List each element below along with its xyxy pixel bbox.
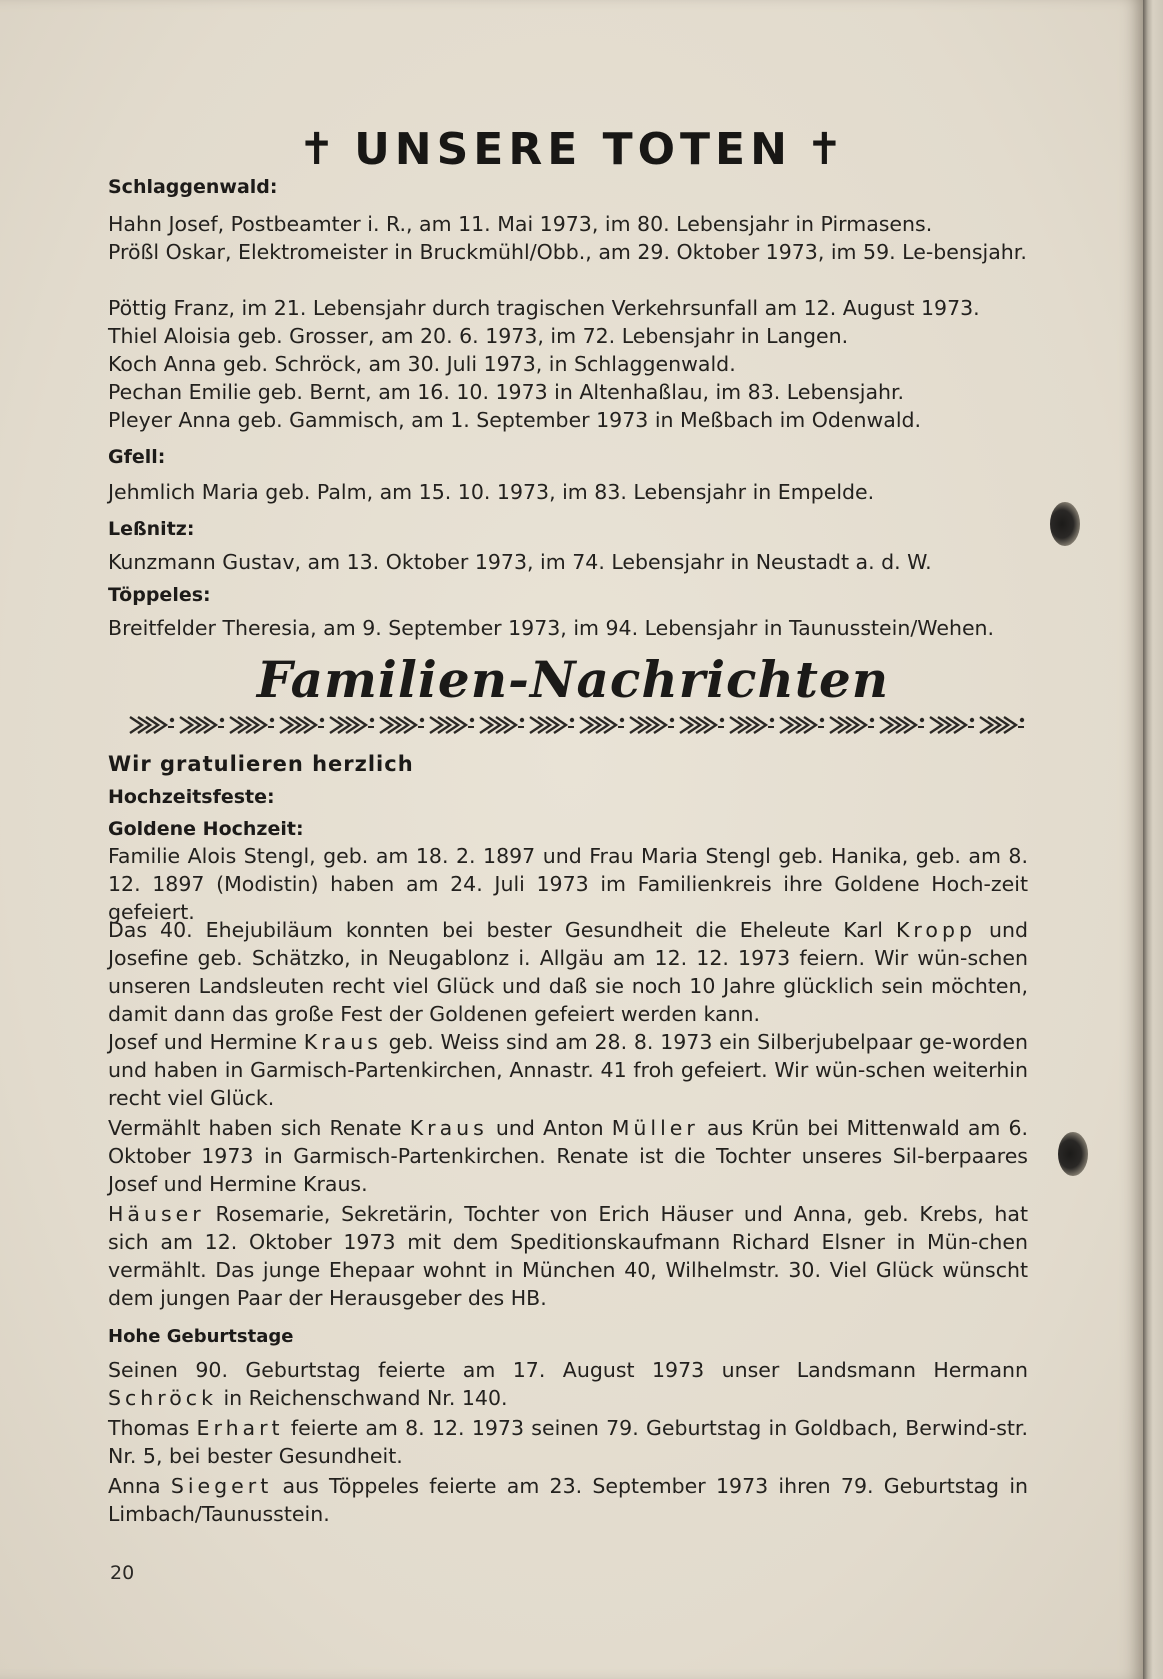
- paragraph-vermaehlt: Vermählt haben sich Renate Kraus und Anton Müller aus Krün bei Mittenwald am 6. Oktober 1973 in Garmisch-Partenkirchen. Renate ist die Tochter unseres Sil-berpaares Josef und Hermine Kraus.: [108, 1116, 1029, 1196]
- heading-hohe-geburtstage: Hohe Geburtstage: [108, 1326, 294, 1347]
- obituary-entry: Prößl Oskar, Elektromeister in Bruckmühl/Obb., am 29. Oktober 1973, im 59. Le-bensjahr.: [108, 240, 1027, 264]
- obituary-entry: Jehmlich Maria geb. Palm, am 15. 10. 1973, im 83. Lebensjahr in Empelde.: [108, 480, 875, 504]
- paragraph-siegert: Anna Siegert aus Töppeles feierte am 23. September 1973 ihren 79. Geburtstag in Limbach/Taunusstein.: [108, 1474, 1029, 1526]
- obituary-entry: Kunzmann Gustav, am 13. Oktober 1973, im 74. Lebensjahr in Neustadt a. d. W.: [108, 550, 932, 574]
- name-spaced: Müller: [611, 1116, 699, 1140]
- obituary-entry: Pöttig Franz, im 21. Lebensjahr durch tragischen Verkehrsunfall am 12. August 1973.: [108, 296, 980, 320]
- binding-spine: [1143, 0, 1163, 1679]
- obituary-entry: Thiel Aloisia geb. Grosser, am 20. 6. 1973, im 72. Lebensjahr in Langen.: [108, 324, 849, 348]
- heading-hochzeitsfeste: Hochzeitsfeste:: [108, 786, 275, 808]
- section-title-unsere-toten: [108, 124, 1038, 175]
- name-spaced: Kraus: [409, 1116, 488, 1140]
- paragraph-haeuser: Häuser Rosemarie, Sekretärin, Tochter von Erich Häuser und Anna, geb. Krebs, hat sich am 12. Oktober 1973 mit dem Speditionskaufmann Richard Elsner in Mün-chen vermählt. Das junge Ehepaar wohnt in München 40, Wilhelmstr. 30. Viel Glück wünscht dem jungen Paar der Herausgeber des HB.: [108, 1202, 1028, 1310]
- place-heading-toeppeles: Töppeles:: [108, 584, 211, 606]
- paragraph-stengl: Familie Alois Stengl, geb. am 18. 2. 1897 und Frau Maria Stengl geb. Hanika, geb. am 8. 12. 1897 (Modistin) haben am 24. Juli 1973 im Familienkreis ihre Goldene Hoch-zeit gefeiert.: [108, 844, 1028, 924]
- name-spaced: Kropp: [895, 918, 976, 942]
- obituary-entry: Pleyer Anna geb. Gammisch, am 1. September 1973 in Meßbach im Odenwald.: [108, 408, 922, 432]
- page-number: 20: [110, 1562, 135, 1584]
- heading-wir-gratulieren: Wir gratulieren herzlich: [108, 752, 414, 776]
- place-heading-gfell: Gfell:: [108, 446, 166, 468]
- title-text: UNSERE TOTEN: [354, 124, 792, 175]
- name-spaced: Siegert: [170, 1474, 273, 1498]
- paragraph-erhart: Thomas Erhart feierte am 8. 12. 1973 seinen 79. Geburtstag in Goldbach, Berwind-str. Nr. 5, bei bester Gesundheit.: [108, 1416, 1028, 1468]
- name-spaced: Häuser: [108, 1202, 205, 1226]
- section-title-familien-nachrichten: Familien-Nachrichten: [256, 650, 890, 709]
- obituary-entry: Breitfelder Theresia, am 9. September 1973, im 94. Lebensjahr in Taunusstein/Wehen.: [108, 616, 995, 640]
- paragraph-kraus: Josef und Hermine Kraus geb. Weiss sind am 28. 8. 1973 ein Silberjubelpaar ge-worden und haben in Garmisch-Partenkirchen, Annastr. 41 froh gefeiert. Wir wün-schen weiterhin recht viel Glück.: [108, 1030, 1028, 1110]
- paragraph-schroeck: Seinen 90. Geburtstag feierte am 17. August 1973 unser Landsmann Hermann Schröck in Reichenschwand Nr. 140.: [108, 1358, 1028, 1410]
- place-heading-schlaggenwald: Schlaggenwald:: [108, 176, 278, 198]
- cross-icon: ✝: [298, 124, 341, 175]
- cross-icon: ✝: [805, 124, 848, 175]
- obituary-entry: Pechan Emilie geb. Bernt, am 16. 10. 1973 in Altenhaßlau, im 83. Lebensjahr.: [108, 380, 905, 404]
- paragraph-kropp: Das 40. Ehejubiläum konnten bei bester Gesundheit die Eheleute Karl Kropp und Josefine geb. Schätzko, in Neugablonz i. Allgäu am 12. 12. 1973 feiern. Wir wün-schen unseren Landsleuten recht viel Glück und daß sie noch 10 Jahre glücklich sein möchten, damit dann das große Fest der Goldenen gefeiert werden kann.: [108, 918, 1028, 1026]
- heading-goldene-hochzeit: Goldene Hochzeit:: [108, 818, 304, 840]
- punch-hole: [1050, 502, 1080, 546]
- obituary-entry: Hahn Josef, Postbeamter i. R., am 11. Mai 1973, im 80. Lebensjahr in Pirmasens.: [108, 212, 933, 236]
- name-spaced: Erhart: [196, 1416, 284, 1440]
- name-spaced: Schröck: [108, 1386, 217, 1410]
- punch-hole: [1058, 1132, 1088, 1176]
- obituary-entry: Koch Anna geb. Schröck, am 30. Juli 1973, in Schlaggenwald.: [108, 352, 736, 376]
- place-heading-lessnitz: Leßnitz:: [108, 518, 195, 540]
- ornament-divider: [128, 712, 1028, 738]
- name-spaced: Kraus: [303, 1030, 382, 1054]
